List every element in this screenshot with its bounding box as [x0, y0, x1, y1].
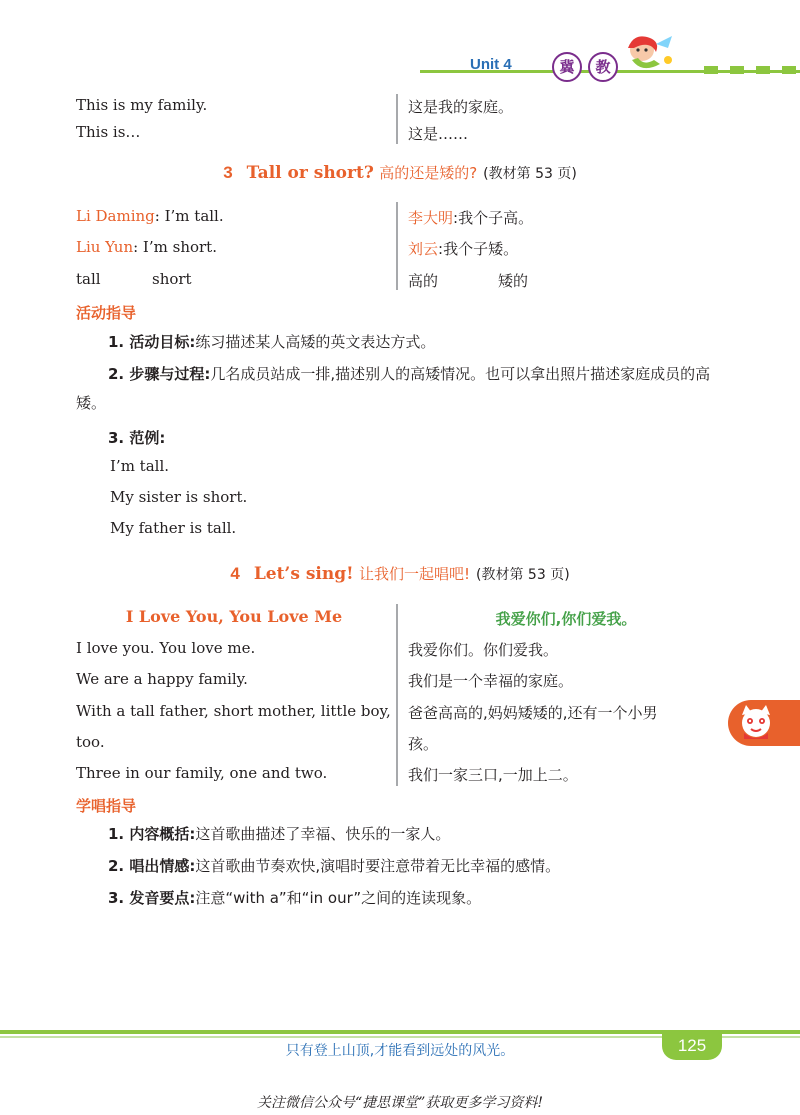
speaker-name: Liu Yun [76, 238, 134, 256]
guide-item [76, 424, 726, 453]
guide-text: 这首歌曲描述了幸福、快乐的一家人。 [195, 825, 451, 843]
speaker-name: Li Daming [76, 207, 155, 225]
song-title-en: I Love You, You Love Me [125, 607, 343, 626]
textbook-page-ref: (教材第 53 页) [483, 166, 577, 182]
section-number: 4 [230, 564, 240, 583]
lyric-cn: 孩。 [408, 735, 439, 753]
cat-mascot-icon [734, 703, 778, 743]
speaker-name-cn: 刘云 [408, 240, 439, 258]
textbook-page-ref: (教材第 53 页) [476, 567, 570, 583]
list-item [0, 96, 800, 120]
section-title-en: Let’s sing! [253, 564, 354, 584]
lyric-cn: 我爱你们。你们爱我。 [408, 641, 559, 659]
song-title-cn: 我爱你们,你们爱我。 [495, 610, 637, 628]
guide-item [76, 884, 726, 913]
guide-item [76, 360, 726, 418]
section-3-title [0, 162, 800, 183]
singing-guide-heading: 学唱指导 [76, 797, 137, 815]
guide-label: 1. 内容概括: [108, 825, 196, 843]
guide-text: 几名成员站成一排,描述别人的高矮情况。也可以拿出照片描述家庭成员的高矮。 [76, 365, 711, 412]
wechat-notice: 关注微信公众号“捷思课堂”获取更多学习资料! [257, 1095, 543, 1111]
header-dash [704, 66, 718, 74]
dialog-line [0, 238, 800, 262]
speaker-name-cn: 李大明 [408, 209, 454, 227]
guide-label: 2. 步骤与过程: [108, 365, 211, 383]
guide-label: 1. 活动目标: [108, 333, 196, 351]
dialog-text: : I’m short. [133, 238, 217, 256]
dialog-text-cn: :我个子高。 [453, 209, 534, 227]
lyric-line [0, 702, 800, 726]
lyric-en: With a tall father, short mother, little boy, [76, 702, 391, 720]
word-tall: tall [76, 270, 101, 288]
dialog-text-cn: :我个子矮。 [438, 240, 519, 258]
page-number: 125 [662, 1032, 722, 1060]
example-sentence: My father is tall. [110, 519, 237, 537]
lyric-line [0, 670, 800, 694]
guide-item [76, 328, 726, 357]
list-item [0, 123, 800, 147]
lyric-cn: 爸爸高高的,妈妈矮矮的,还有一个小男 [408, 704, 658, 722]
example-sentence: My sister is short. [110, 488, 248, 506]
guide-text: 注意“with a”和“in our”之间的连读现象。 [195, 889, 482, 907]
word-short: short [152, 270, 192, 288]
header-dash [730, 66, 744, 74]
example-sentence: I’m tall. [110, 457, 170, 475]
chinese-line: 这是…… [408, 125, 469, 143]
section-title-cn: 高的还是矮的? [379, 164, 478, 182]
lyric-line [0, 733, 800, 757]
english-line: This is my family. [76, 96, 208, 114]
header-dash [782, 66, 796, 74]
dialog-line [0, 207, 800, 231]
lyric-en: We are a happy family. [76, 670, 248, 688]
vocab-line [0, 270, 800, 294]
guide-text: 练习描述某人高矮的英文表达方式。 [195, 333, 436, 351]
section-number: 3 [223, 163, 233, 182]
footer-motto: 只有登上山顶,才能看到远处的风光。 [285, 1043, 515, 1059]
guide-label: 3. 发音要点: [108, 889, 196, 907]
lyric-line [0, 764, 800, 788]
english-line: This is… [76, 123, 141, 141]
word-short-cn: 矮的 [498, 272, 529, 290]
lyric-en: I love you. You love me. [76, 639, 256, 657]
activity-guide-heading: 活动指导 [76, 304, 137, 322]
side-tab [728, 700, 800, 746]
publisher-badge-jiao: 教 [588, 52, 618, 82]
unit-label: Unit 4 [470, 56, 512, 73]
guide-label: 2. 唱出情感: [108, 857, 196, 875]
lyric-cn: 我们一家三口,一加上二。 [408, 766, 578, 784]
lyric-cn: 我们是一个幸福的家庭。 [408, 672, 574, 690]
section-title-en: Tall or short? [246, 163, 374, 183]
chinese-line: 这是我的家庭。 [408, 98, 514, 116]
guide-item [76, 820, 726, 849]
section-4-title [0, 563, 800, 584]
word-tall-cn: 高的 [408, 272, 439, 290]
column-divider [396, 604, 398, 786]
dialog-text: : I’m tall. [154, 207, 224, 225]
lyric-en: too. [76, 733, 105, 751]
header-dash [756, 66, 770, 74]
guide-text: 这首歌曲节奏欢快,演唱时要注意带着无比幸福的感情。 [195, 857, 561, 875]
guide-label: 3. 范例: [108, 429, 166, 447]
guide-item [76, 852, 726, 881]
lyric-en: Three in our family, one and two. [76, 764, 328, 782]
publisher-badge-ji: 冀 [552, 52, 582, 82]
fairy-mascot-icon [620, 30, 680, 78]
lyric-line [0, 639, 800, 663]
section-title-cn: 让我们一起唱吧! [359, 565, 471, 583]
